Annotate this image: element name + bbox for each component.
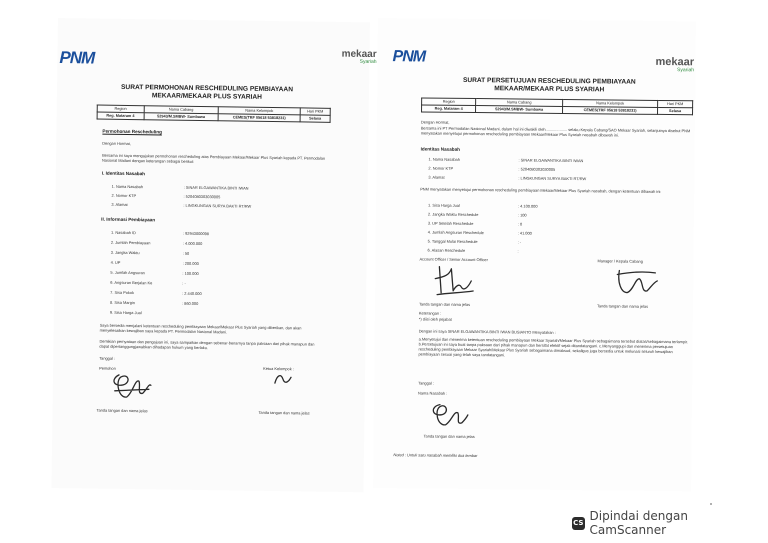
- keterangan-label: Keterangan :: [418, 310, 442, 316]
- pembiayaan-value: : 2.440.000: [182, 290, 202, 297]
- scan-speck: [710, 503, 712, 505]
- ao-signature: [431, 263, 475, 299]
- ketentuan-label: 4. Jumlah Angsuran Reschedule: [427, 229, 484, 236]
- footnote: Noted : Untuk satu nasabah memiliki dua lembar: [393, 452, 478, 459]
- identitas-value: : LINGKUNGAN SURYA BAKTI RT/RW: [183, 202, 252, 209]
- ao-label: Account Officer / Senior Account Officer: [419, 256, 488, 263]
- nasabah-sign-caption: Tanda tangan dan nama jelas: [423, 433, 475, 440]
- identitas-label: 1. Nama Nasabah: [111, 183, 144, 190]
- agreement-heading: Dengan ini saya SINAR ELGAWANTIKA BINTI IWAN BUSIANTO Menyatakan :: [418, 328, 556, 335]
- pembiayaan-label: 9. Sisa Harga Jual: [109, 309, 142, 316]
- pembiayaan-value: : 100.000: [182, 270, 199, 276]
- tanggal-label: Tanggal :: [99, 355, 116, 361]
- right-document: [341, 18, 696, 491]
- document-title: SURAT PERMOHONAN RESCHEDULING PEMBIAYAAN MEKAAR/MEKAAR PLUS SYARIAH: [121, 83, 294, 101]
- manager-signature: [613, 264, 659, 300]
- ao-sign-caption: Tanda tangan dan nama jelas: [418, 301, 471, 307]
- identitas-label: 1. Nama Nasabah: [428, 156, 460, 162]
- pembiayaan-label: 1. Nasabah ID: [110, 229, 136, 236]
- pembiayaan-label: 4. UP: [110, 259, 121, 265]
- pembiayaan-value: : -: [182, 280, 186, 286]
- tanggal-label: Tanggal :: [418, 380, 435, 386]
- manager-label: Manager / Kepala Cabang: [597, 258, 643, 264]
- identitas-label: 2. Nomor KTP: [111, 192, 137, 199]
- agreement-points: a.Menyetujui dan menerima ketentuan rescheduling pembiayaan Mekaar Syariah/Mekaar Plus Syariah sebagaimana tersebut diatas/sebagaimana terlampir. b.Persetujuan ini saya buat tanpa paksaan dari pihak manapun dan bersifat efektif sejak ditandatangani. c.Menyanggupi dan menerima persetujuan rescheduling pembiayaan Mekaar Syariah/Mekaar Plus Syariah sebagaimana dimaksud, sekaligus juga bersedia untuk melunasi seluruh kewajiban pembiayaan sesuai yang telah saya tandatangani.: [418, 336, 689, 358]
- section-pembiayaan: II. Informasi Pembiayaan: [101, 216, 156, 223]
- ketentuan-value: : 0: [517, 221, 523, 227]
- camscanner-badge: [572, 511, 762, 535]
- keterangan-note: *) diisi oleh pejabat: [418, 316, 452, 322]
- pembiayaan-value: : 200.000: [182, 260, 199, 266]
- pembiayaan-value: : 860.000: [181, 300, 199, 306]
- applicant-sign-caption: Tanda tangan dan nama jelas: [96, 407, 148, 414]
- closing-statement: Saya bersedia menjalani ketentuan rescheduling pembiayaan Mekaar/Mekaar Plus Syariah yang diberikan, dan akan menyelesaikan kewajiban saya kepada PT. Permodalan Nasional Madani.: [99, 322, 302, 335]
- identitas-label: 2. Nomor KTP: [428, 165, 454, 171]
- ketentuan-label: 5. Tanggal Mulai Reschedule: [427, 238, 478, 245]
- greeting: Dengan Hormat,: [420, 119, 450, 125]
- ketentuan-value: : 100: [517, 212, 527, 218]
- document-title: SURAT PERSETUJUAN RESCHEDULING PEMBIAYAAN MEKAAR/MEKAAR PLUS SYARIAH: [462, 76, 636, 94]
- manager-sign-caption: Tanda tangan dan nama jelas: [596, 303, 649, 309]
- pembiayaan-label: 7. Sisa Pokok: [110, 289, 135, 296]
- identitas-label: 3. Alamat: [428, 174, 445, 180]
- section-identitas: I. Identitas Nasabah: [101, 170, 146, 177]
- pnm-logo: PNM: [59, 48, 95, 68]
- pembiayaan-label: 5. Jumlah Angsuran: [110, 269, 145, 276]
- left-document: [51, 18, 370, 492]
- pembiayaan-value: : 92943000098: [182, 230, 210, 237]
- mekaar-logo-left: mekaar Syariah: [341, 48, 377, 65]
- pembiayaan-value: : 50: [182, 250, 190, 256]
- pembiayaan-label: 2. Jumlah Pembiayaan: [110, 239, 151, 246]
- ketentuan-label: 2. Jangka Waktu Reschedule: [427, 211, 479, 218]
- ketentuan-label: 1. Sisa Harga Jual: [428, 202, 460, 208]
- ketua-sign-caption: Tanda tangan dan nama jelas: [258, 409, 310, 416]
- pembiayaan-value: : 4.000.000: [182, 240, 203, 247]
- declaration-statement: Demikian pernyataan dan pengajuan ini, saya sampaikan dengan sebenar-benarnya tanpa paksaan dari pihak manapun dan dapat dipertanggungjawabkan dihadapan hukum yang berlaku.: [99, 338, 315, 351]
- section-identitas: Identitas Nasabah: [420, 146, 460, 152]
- identitas-value: : LINGKUNGAN SURYA BAKTI RT/RW: [518, 175, 587, 182]
- intro-paragraph: Bersama ini PT Permodalan Nasional Madani, dalam hal ini diwakili oleh.................... selaku Kepala Cabang/SAO Mekaar Syariah, selanjutnya disebut PNM menyatakan menyetujui permohonan rescheduling pembiayaan Mekaar/Mekaar Plus Syariah nasabah dibawah ini.: [420, 125, 691, 138]
- identitas-value: : 5204080303030005: [518, 166, 556, 172]
- ketentuan-label: 3. UP Setelah Reschedule: [427, 220, 474, 227]
- ketentuan-value: : 4.100.000: [518, 203, 538, 209]
- pembiayaan-label: 8. Sisa Margin: [110, 299, 135, 306]
- ketentuan-value: :: [517, 248, 519, 254]
- pembiayaan-label: 6. Angsuran Berjalan Ke: [110, 279, 153, 286]
- ketentuan-value: : 41.000: [517, 230, 532, 236]
- identitas-value: : 5204080303030005: [183, 193, 221, 200]
- applicant-signature: [109, 369, 155, 406]
- ketua-signature: [271, 371, 295, 389]
- camscanner-text: Dipindai dengan CamScanner: [589, 509, 688, 537]
- heading-permohonan: Permohonan Rescheduling: [102, 128, 162, 135]
- ketua-label: Ketua Kelompok :: [263, 365, 294, 372]
- identitas-value: : SINAR ELGAWANTIKA BINTI IWAN: [518, 157, 584, 164]
- pnm-statement: PNM menyatakan menyetujui permohonan rescheduling pembiayaan Mekaar/Mekaar Plus Syariah nasabah, dengan ketentuan dibawah ini:: [420, 186, 662, 194]
- nama-nasabah-label: Nama Nasabah :: [418, 390, 448, 396]
- pnm-logo: PNM: [392, 48, 426, 66]
- ketentuan-value: : -: [517, 239, 522, 245]
- identitas-label: 3. Alamat: [111, 201, 128, 207]
- identitas-value: : SINAR ELGAWANTIKA BINTI IWAN: [183, 184, 249, 191]
- pembiayaan-label: 3. Jangka Waktu: [110, 249, 140, 256]
- ketentuan-label: 6. Alasan Reschedule: [427, 247, 466, 253]
- branch-info-table: Region Nama Cabang Nama Kelompok Hari PKM Reg. Mataram 4 52943/M.SMBW- Sumbawa CEMES(TRF 05618 53818231) Selasa: [97, 105, 331, 123]
- mekaar-logo-right: mekaar Syariah: [655, 55, 695, 74]
- camscanner-icon: CS: [572, 517, 585, 530]
- nasabah-signature: [426, 399, 470, 433]
- greeting: Dengan Hormat,: [102, 140, 131, 147]
- intro-paragraph: Bersama ini saya mengajukan permohonan rescheduling atas Pembiayaan Mekaar/Mekaar Plus Syariah kepada PT. Permodalan Nasional Madani dengan keterangan sebagai berikut:: [101, 152, 326, 164]
- branch-info-table: Region Nama Cabang Nama Kelompok Hari PKM Reg. Mataram 4 52943/M.SMBW- Sumbawa CEMES(TRF 05618 53818231) Selasa: [421, 97, 693, 115]
- pemohon-label: Pemohon: [99, 365, 116, 371]
